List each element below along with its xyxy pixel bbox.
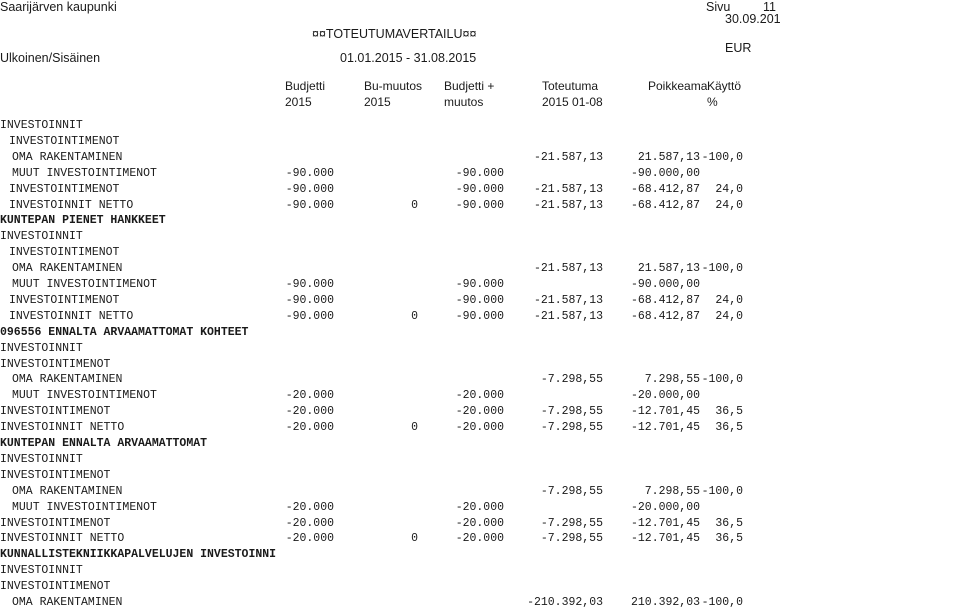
row-value-col-6: 24,0 xyxy=(715,309,743,323)
scope-label: Ulkoinen/Sisäinen xyxy=(0,51,101,65)
row-value-col-4: -7.298,55 xyxy=(540,421,603,435)
table-row xyxy=(0,230,960,245)
row-value-col-3: -20.000 xyxy=(455,405,504,419)
table-row xyxy=(0,532,960,547)
row-label: INVESTOINNIT NETTO xyxy=(0,421,125,435)
row-value-col-6: 36,5 xyxy=(715,516,743,530)
row-value-col-1: -90.000 xyxy=(285,278,334,291)
table-row xyxy=(0,183,960,198)
col-header-actual-period: 2015 01-08 xyxy=(542,95,603,109)
row-value-col-1: -90.000 xyxy=(285,166,334,180)
row-label: INVESTOINTIMENOT xyxy=(9,293,120,307)
row-value-col-3: -90.000 xyxy=(455,182,504,196)
row-value-col-5: -68.412,87 xyxy=(630,182,700,196)
col-header-deviation: Poikkeama xyxy=(648,79,708,93)
row-label: INVESTOINTIMENOT xyxy=(0,468,111,482)
row-value-col-4: -210.392,03 xyxy=(527,596,603,609)
table-row xyxy=(0,517,960,532)
row-label: INVESTOINTIMENOT xyxy=(9,182,120,196)
row-value-col-6: -100,0 xyxy=(701,373,743,387)
table-row xyxy=(0,548,960,563)
row-value-col-5: 210.392,03 xyxy=(630,596,700,609)
table-row xyxy=(0,310,960,325)
row-value-col-5: -68.412,87 xyxy=(630,309,700,323)
row-value-col-6: -100,0 xyxy=(701,262,743,276)
row-value-col-1: -90.000 xyxy=(285,309,334,323)
row-value-col-1: -90.000 xyxy=(285,182,334,196)
row-label: INVESTOINTIMENOT xyxy=(9,134,120,148)
page-number: 11 xyxy=(763,0,776,14)
row-value-col-6: 36,5 xyxy=(715,421,743,435)
row-value-col-2: 0 xyxy=(411,309,418,323)
row-value-col-1: -20.000 xyxy=(285,389,334,403)
row-label: KUNTEPAN PIENET HANKKEET xyxy=(0,214,166,228)
row-value-col-1: -20.000 xyxy=(285,500,334,514)
row-label: INVESTOINNIT xyxy=(0,452,83,466)
row-value-col-3: -90.000 xyxy=(455,309,504,323)
row-value-col-5: 7.298,55 xyxy=(644,484,700,498)
row-value-col-2: 0 xyxy=(411,421,418,435)
row-value-col-1: -20.000 xyxy=(285,516,334,530)
row-label: MUUT INVESTOINTIMENOT xyxy=(12,278,157,291)
row-value-col-3: -20.000 xyxy=(455,500,504,514)
table-row xyxy=(0,278,960,293)
row-value-col-3: -90.000 xyxy=(455,198,504,212)
row-label: OMA RAKENTAMINEN xyxy=(12,262,123,276)
table-row xyxy=(0,469,960,484)
row-label: INVESTOINTIMENOT xyxy=(0,405,111,419)
report-title: ¤¤TOTEUTUMAVERTAILU¤¤ xyxy=(312,27,477,41)
row-value-col-5: 21.587,13 xyxy=(637,262,700,276)
table-row xyxy=(0,246,960,261)
row-value-col-5: -20.000,00 xyxy=(630,500,700,514)
table-row xyxy=(0,564,960,579)
row-value-col-6: 24,0 xyxy=(715,293,743,307)
row-value-col-3: -90.000 xyxy=(455,293,504,307)
row-label: INVESTOINTIMENOT xyxy=(9,246,120,260)
row-value-col-1: -90.000 xyxy=(285,198,334,212)
row-label: INVESTOINTIMENOT xyxy=(0,580,111,594)
row-value-col-4: -7.298,55 xyxy=(540,516,603,530)
row-value-col-5: -12.701,45 xyxy=(630,421,700,435)
row-label: MUUT INVESTOINTIMENOT xyxy=(12,166,157,180)
row-value-col-3: -20.000 xyxy=(455,532,504,546)
row-value-col-5: -12.701,45 xyxy=(630,532,700,546)
table-row xyxy=(0,453,960,468)
period-label: 01.01.2015 - 31.08.2015 xyxy=(340,51,477,65)
table-row xyxy=(0,135,960,150)
table-row xyxy=(0,326,960,341)
row-value-col-6: 24,0 xyxy=(715,182,743,196)
row-value-col-4: -21.587,13 xyxy=(533,262,603,276)
table-row xyxy=(0,119,960,134)
row-value-col-6: 36,5 xyxy=(715,405,743,419)
col-header-budget-plus: Budjetti + xyxy=(444,79,495,93)
table-row xyxy=(0,501,960,516)
col-header-budget-plus-2: muutos xyxy=(444,95,484,109)
row-value-col-5: -12.701,45 xyxy=(630,405,700,419)
row-value-col-5: -20.000,00 xyxy=(630,389,700,403)
row-value-col-1: -90.000 xyxy=(285,293,334,307)
row-value-col-3: -20.000 xyxy=(455,421,504,435)
row-value-col-5: 7.298,55 xyxy=(644,373,700,387)
row-value-col-4: -21.587,13 xyxy=(533,293,603,307)
row-value-col-6: 36,5 xyxy=(715,532,743,546)
table-row xyxy=(0,580,960,595)
row-label: INVESTOINNIT NETTO xyxy=(0,532,125,546)
col-header-actual: Toteutuma xyxy=(542,79,599,93)
table-row xyxy=(0,151,960,166)
row-value-col-6: -100,0 xyxy=(701,596,743,609)
col-header-usage-pct: % xyxy=(707,95,718,109)
table-row xyxy=(0,437,960,452)
row-label: INVESTOINNIT xyxy=(0,341,83,355)
row-value-col-1: -20.000 xyxy=(285,421,334,435)
row-value-col-5: -68.412,87 xyxy=(630,198,700,212)
row-label: MUUT INVESTOINTIMENOT xyxy=(12,389,157,403)
table-row xyxy=(0,405,960,420)
row-value-col-6: -100,0 xyxy=(701,150,743,164)
row-label: 096556 ENNALTA ARVAAMATTOMAT KOHTEET xyxy=(0,325,249,339)
row-value-col-4: -7.298,55 xyxy=(540,484,603,498)
row-value-col-5: -90.000,00 xyxy=(630,278,700,291)
table-row xyxy=(0,485,960,500)
row-label: OMA RAKENTAMINEN xyxy=(12,484,123,498)
row-value-col-4: -21.587,13 xyxy=(533,150,603,164)
row-label: INVESTOINNIT xyxy=(0,230,83,244)
row-label: INVESTOINTIMENOT xyxy=(0,357,111,371)
row-label: OMA RAKENTAMINEN xyxy=(12,150,123,164)
row-value-col-5: -90.000,00 xyxy=(630,166,700,180)
row-value-col-5: -68.412,87 xyxy=(630,293,700,307)
city-name: Saarijärven kaupunki xyxy=(0,0,117,14)
row-value-col-2: 0 xyxy=(411,198,418,212)
row-value-col-1: -20.000 xyxy=(285,405,334,419)
row-label: INVESTOINNIT NETTO xyxy=(9,309,134,323)
row-value-col-3: -90.000 xyxy=(455,278,504,291)
row-label: KUNNALLISTEKNIIKKAPALVELUJEN INVESTOINNI xyxy=(0,548,277,562)
currency-label: EUR xyxy=(725,41,752,55)
row-value-col-4: -21.587,13 xyxy=(533,198,603,212)
row-label: INVESTOINTIMENOT xyxy=(0,516,111,530)
table-row xyxy=(0,167,960,182)
row-value-col-3: -20.000 xyxy=(455,516,504,530)
row-value-col-4: -21.587,13 xyxy=(533,182,603,196)
row-value-col-4: -7.298,55 xyxy=(540,405,603,419)
col-header-change-year: 2015 xyxy=(364,95,391,109)
row-label: INVESTOINNIT xyxy=(0,119,83,132)
col-header-usage: Käyttö xyxy=(707,79,742,93)
table-row xyxy=(0,373,960,388)
row-value-col-1: -20.000 xyxy=(285,532,334,546)
table-row xyxy=(0,294,960,309)
col-header-budget: Budjetti xyxy=(285,79,326,93)
row-label: KUNTEPAN ENNALTA ARVAAMATTOMAT xyxy=(0,437,208,450)
report-date: 30.09.201 xyxy=(725,12,781,26)
col-header-change: Bu-muutos xyxy=(364,79,423,93)
row-label: INVESTOINNIT xyxy=(0,564,83,578)
table-row xyxy=(0,389,960,404)
row-label: MUUT INVESTOINTIMENOT xyxy=(12,500,157,514)
row-value-col-4: -7.298,55 xyxy=(540,532,603,546)
col-header-budget-year: 2015 xyxy=(285,95,312,109)
row-value-col-6: 24,0 xyxy=(715,198,743,212)
row-value-col-4: -7.298,55 xyxy=(540,373,603,387)
table-row xyxy=(0,596,960,611)
row-label: OMA RAKENTAMINEN xyxy=(12,596,123,609)
row-value-col-3: -90.000 xyxy=(455,166,504,180)
row-label: INVESTOINNIT NETTO xyxy=(9,198,134,212)
row-value-col-5: -12.701,45 xyxy=(630,516,700,530)
row-value-col-3: -20.000 xyxy=(455,389,504,403)
row-value-col-6: -100,0 xyxy=(701,484,743,498)
table-row xyxy=(0,358,960,373)
table-row xyxy=(0,342,960,357)
table-row xyxy=(0,421,960,436)
table-row xyxy=(0,214,960,229)
table-row xyxy=(0,262,960,277)
table-row xyxy=(0,199,960,214)
row-value-col-5: 21.587,13 xyxy=(637,150,700,164)
row-value-col-4: -21.587,13 xyxy=(533,309,603,323)
row-value-col-2: 0 xyxy=(411,532,418,546)
row-label: OMA RAKENTAMINEN xyxy=(12,373,123,387)
page-label: Sivu xyxy=(706,0,731,14)
